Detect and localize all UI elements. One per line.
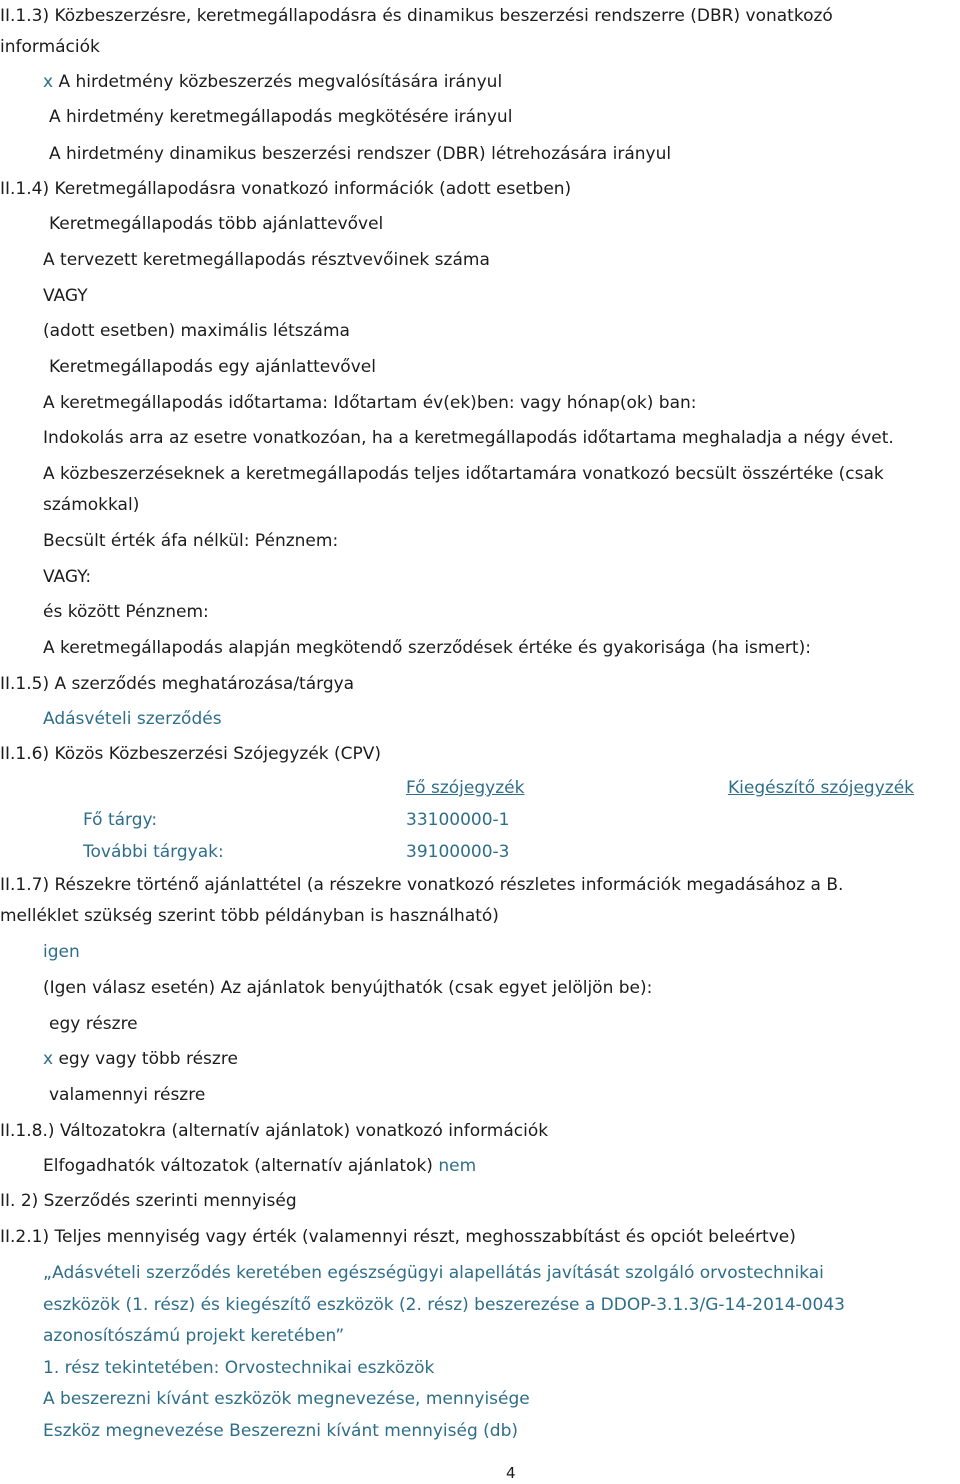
checkmark: x — [43, 72, 54, 92]
option-label: A hirdetmény közbeszerzés megvalósítására irányul — [58, 72, 503, 92]
quantity-text-line: azonosítószámú projekt keretében” — [43, 1326, 345, 1346]
variants-line — [43, 1155, 476, 1177]
section-114-heading: II.1.4) Keretmegállapodásra vonatkozó információk (adott esetben) — [0, 179, 572, 199]
cpv-main-code: 33100000-1 — [406, 810, 510, 830]
cpv-main-label: Fő tárgy: — [83, 810, 158, 830]
text-line: A keretmegállapodás alapján megkötendő szerződések értéke és gyakorisága (ha ismert): — [43, 638, 811, 658]
section-113-heading-line1: II.1.3) Közbeszerzésre, keretmegállapodásra és dinamikus beszerzési rendszerre (DBR) vonatkozó — [0, 6, 833, 26]
text-line: Keretmegállapodás több ajánlattevővel — [49, 214, 384, 234]
section-115-heading: II.1.5) A szerződés meghatározása/tárgya — [0, 674, 355, 694]
text-line: Indokolás arra az esetre vonatkozóan, ha a keretmegállapodás időtartama meghaladja a négy évet. — [43, 428, 894, 448]
checkmark: x — [43, 1049, 54, 1069]
option-kozbeszerzes — [43, 71, 502, 93]
option-label: egy vagy több részre — [58, 1049, 238, 1069]
page-number: 4 — [506, 1464, 516, 1482]
variants-label: Elfogadhatók változatok (alternatív ajánlatok) — [43, 1156, 433, 1176]
text-line: VAGY: — [43, 567, 92, 587]
quantity-text-line: „Adásvételi szerződés keretében egészségügyi alapellátás javítását szolgáló orvostechnikai — [43, 1263, 824, 1283]
text-line: Becsült érték áfa nélkül: Pénznem: — [43, 531, 339, 551]
section-117-heading-line2: melléklet szükség szerint több példányban is használható) — [0, 906, 499, 926]
text-line: Keretmegállapodás egy ajánlattevővel — [49, 357, 376, 377]
option-dbr: A hirdetmény dinamikus beszerzési rendszer (DBR) létrehozására irányul — [49, 144, 672, 164]
option-one-or-more-parts — [43, 1048, 238, 1070]
text-line: (Igen válasz esetén) Az ajánlatok benyújthatók (csak egyet jelöljön be): — [43, 978, 653, 998]
quantity-text-line: A beszerezni kívánt eszközök megnevezése, mennyisége — [43, 1389, 530, 1409]
variants-value: nem — [438, 1156, 477, 1176]
cpv-extra-column-header: Kiegészítő szójegyzék — [728, 778, 914, 798]
cpv-main-column-header: Fő szójegyzék — [406, 778, 525, 798]
section-117-heading-line1: II.1.7) Részekre történő ajánlattétel (a részekre vonatkozó részletes információk megadásához a B. — [0, 875, 844, 895]
text-line: A tervezett keretmegállapodás résztvevőinek száma — [43, 250, 490, 270]
text-line: (adott esetben) maximális létszáma — [43, 321, 350, 341]
option-one-part: egy részre — [49, 1014, 138, 1034]
text-line: és között Pénznem: — [43, 602, 209, 622]
option-all-parts: valamennyi részre — [49, 1085, 206, 1105]
cpv-additional-label: További tárgyak: — [83, 842, 224, 862]
section-118-heading: II.1.8.) Változatokra (alternatív ajánlatok) vonatkozó információk — [0, 1121, 549, 1141]
text-line: A közbeszerzéseknek a keretmegállapodás teljes időtartamára vonatkozó becsült összértéke (csak — [43, 464, 884, 484]
option-keretmegallapodas: A hirdetmény keretmegállapodás megkötésére irányul — [49, 107, 513, 127]
quantity-text-line: Eszköz megnevezése Beszerezni kívánt mennyiség (db) — [43, 1421, 519, 1441]
contract-type-value: Adásvételi szerződés — [43, 709, 222, 729]
quantity-text-line: 1. rész tekintetében: Orvostechnikai eszközök — [43, 1358, 435, 1378]
section-116-heading: II.1.6) Közös Közbeszerzési Szójegyzék (CPV) — [0, 744, 382, 764]
section-21-heading: II.2.1) Teljes mennyiség vagy érték (valamennyi részt, meghosszabbítást és opciót beleértve) — [0, 1227, 796, 1247]
text-line: számokkal) — [43, 495, 140, 515]
section-2-heading: II. 2) Szerződés szerinti mennyiség — [0, 1191, 297, 1211]
quantity-text-line: eszközök (1. rész) és kiegészítő eszközök (2. rész) beszerezése a DDOP-3.1.3/G-14-2014-0043 — [43, 1295, 845, 1315]
parts-answer: igen — [43, 942, 80, 962]
cpv-additional-code: 39100000-3 — [406, 842, 510, 862]
text-line: VAGY — [43, 286, 88, 306]
text-line: A keretmegállapodás időtartama: Időtartam év(ek)ben: vagy hónap(ok) ban: — [43, 393, 697, 413]
section-113-heading-line2: információk — [0, 37, 100, 57]
